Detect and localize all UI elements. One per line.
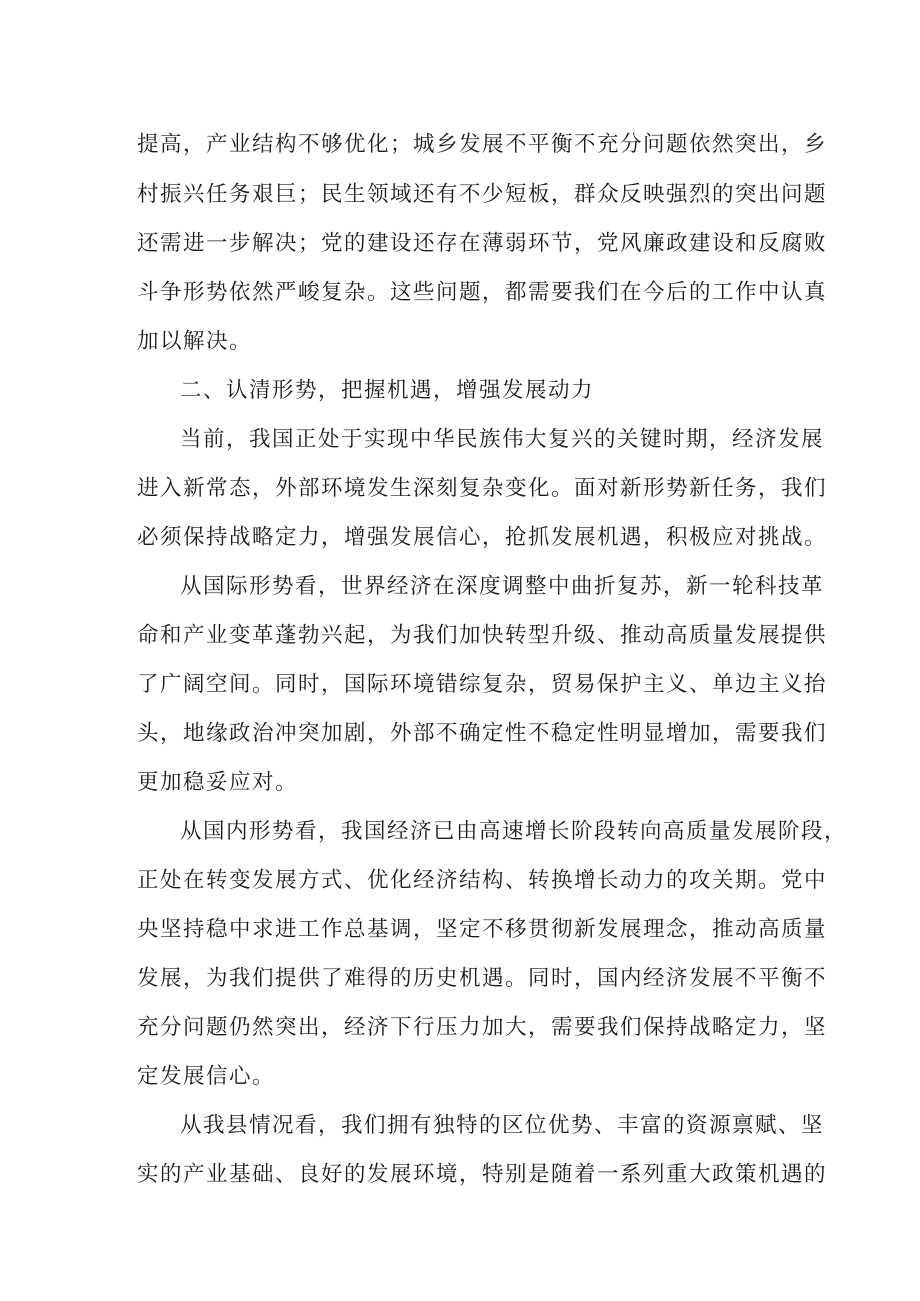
- text-line: 必须保持战略定力，增强发展信心，抢抓发展机遇，积极应对挑战。: [137, 525, 828, 550]
- text-line: 还需进一步解决；党的建设还存在薄弱环节，党风廉政建设和反腐败: [137, 231, 828, 256]
- text-line: 当前，我国正处于实现中华民族伟大复兴的关键时期，经济发展: [180, 427, 825, 452]
- text-line: 从我县情况看，我们拥有独特的区位优势、丰富的资源禀赋、坚: [180, 1113, 825, 1138]
- text-line: 更加稳妥应对。: [137, 770, 299, 795]
- text-line: 从国内形势看，我国经济已由高速增长阶段转向高质量发展阶段，: [180, 819, 848, 844]
- text-line: 加以解决。: [137, 329, 253, 354]
- text-line: 发展，为我们提供了难得的历史机遇。同时，国内经济发展不平衡不: [137, 966, 828, 991]
- text-line: 充分问题仍然突出，经济下行压力加大，需要我们保持战略定力，坚: [137, 1015, 828, 1040]
- text-line: 了广阔空间。同时，国际环境错综复杂，贸易保护主义、单边主义抬: [137, 672, 828, 697]
- section-heading: 二、认清形势，把握机遇，增强发展动力: [180, 378, 595, 403]
- text-line: 实的产业基础、良好的发展环境，特别是随着一系列重大政策机遇的: [137, 1162, 828, 1187]
- text-line: 进入新常态，外部环境发生深刻复杂变化。面对新形势新任务，我们: [137, 476, 828, 501]
- text-line: 村振兴任务艰巨；民生领域还有不少短板，群众反映强烈的突出问题: [137, 182, 828, 207]
- text-line: 正处在转变发展方式、优化经济结构、转换增长动力的攻关期。党中: [137, 868, 828, 893]
- text-line: 定发展信心。: [137, 1064, 276, 1089]
- text-line: 斗争形势依然严峻复杂。这些问题，都需要我们在今后的工作中认真: [137, 280, 828, 305]
- text-line: 提高，产业结构不够优化；城乡发展不平衡不充分问题依然突出，乡: [137, 132, 828, 157]
- text-line: 命和产业变革蓬勃兴起，为我们加快转型升级、推动高质量发展提供: [137, 623, 828, 648]
- text-line: 从国际形势看，世界经济在深度调整中曲折复苏，新一轮科技革: [180, 574, 825, 599]
- text-line: 央坚持稳中求进工作总基调，坚定不移贯彻新发展理念，推动高质量: [137, 917, 828, 942]
- text-line: 头，地缘政治冲突加剧，外部不确定性不稳定性明显增加，需要我们: [137, 721, 828, 746]
